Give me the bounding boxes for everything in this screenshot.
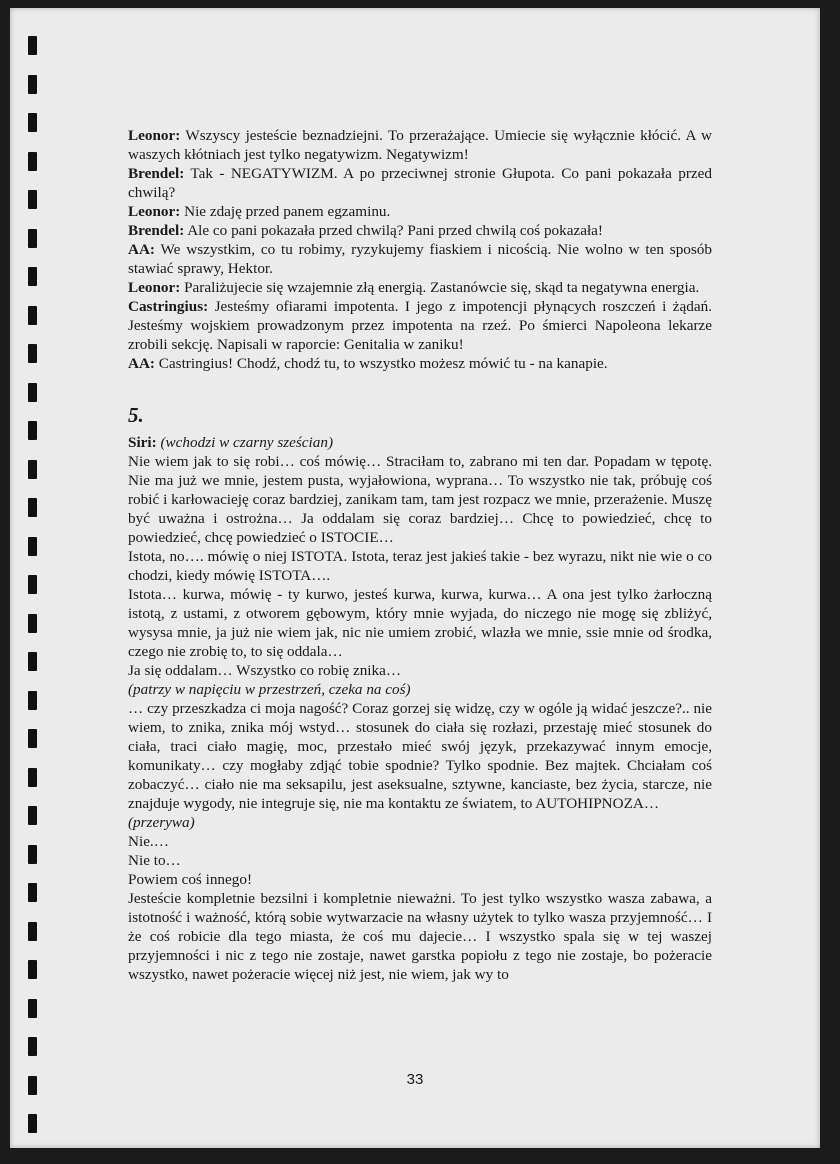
monologue-line: Nie to… bbox=[128, 852, 181, 869]
dialogue-line bbox=[128, 202, 712, 221]
siri-intro bbox=[128, 433, 712, 452]
binding-hole bbox=[28, 845, 37, 864]
speaker-name: AA: bbox=[128, 355, 155, 372]
dialogue-text: Castringius! Chodź, chodź tu, to wszystko możesz mówić tu - na kanapie. bbox=[155, 355, 608, 372]
binding-hole bbox=[28, 883, 37, 902]
binding-hole bbox=[28, 729, 37, 748]
dialogue-line bbox=[128, 221, 712, 240]
scene-number: 5. bbox=[128, 403, 144, 427]
speaker-name: AA: bbox=[128, 241, 155, 258]
binding-hole bbox=[28, 652, 37, 671]
binding-hole bbox=[28, 75, 37, 94]
binding-hole bbox=[28, 614, 37, 633]
stage-direction: (patrzy w napięciu w przestrzeń, czeka na coś) bbox=[128, 681, 411, 698]
binding-hole bbox=[28, 267, 37, 286]
speaker-name: Leonor: bbox=[128, 203, 181, 220]
binding-hole bbox=[28, 383, 37, 402]
monologue-line: Istota, no…. mówię o niej ISTOTA. Istota, teraz jest jakieś takie - bez wyrazu, nikt nie wie o co chodzi, kiedy mówię ISTOTA…. bbox=[128, 548, 712, 584]
dialogue-text: Ale co pani pokazała przed chwilą? Pani przed chwilą coś pokazała! bbox=[184, 222, 603, 239]
dialogue-line bbox=[128, 164, 712, 202]
speaker-name: Leonor: bbox=[128, 127, 181, 144]
binding-hole bbox=[28, 113, 37, 132]
dialogue-line bbox=[128, 354, 712, 373]
document-page bbox=[10, 8, 820, 1148]
binding-hole bbox=[28, 768, 37, 787]
page-number: 33 bbox=[406, 1071, 424, 1088]
binding-hole bbox=[28, 999, 37, 1018]
dialogue-line bbox=[128, 278, 712, 297]
monologue-line: Nie wiem jak to się robi… coś mówię… Straciłam to, zabrano mi ten dar. Popadam w tępotę. Nie ma już we mnie, jestem pusta, wyjałowiona, wyprana… To wszystko nie tak, próbuję coś robić i karłowacieję coraz bardziej, zanikam tam, tam jest rozpacz we mnie, przerażenie. Muszę być uważna i ostrożna… Ja oddalam się coraz bardziej… Chcę to powiedzieć, chcę to powiedzieć, chcę powiedzieć o ISTOCIE… bbox=[128, 453, 712, 546]
binding-hole bbox=[28, 537, 37, 556]
dialogue-text: Wszyscy jesteście beznadziejni. To przerażające. Umiecie się wyłącznie kłócić. A w waszych kłótniach jest tylko negatywizm. Negatywizm! bbox=[128, 127, 712, 163]
binding-hole bbox=[28, 421, 37, 440]
page-content bbox=[128, 126, 712, 984]
binding-hole bbox=[28, 575, 37, 594]
monologue-line: Istota… kurwa, mówię - ty kurwo, jesteś kurwa, kurwa, kurwa… A ona jest tylko żarłoczną istotą, z ustami, z otworem gębowym, który mnie wyjada, do niczego nie mogę się zbliżyć, wysysa mnie, ja już nie wiem jak, nic nie umiem zrobić, wlazła we mnie, ssie mnie od środka, czego nie zrobię to, to się oddala… bbox=[128, 586, 712, 660]
binding-hole bbox=[28, 806, 37, 825]
binding-hole bbox=[28, 229, 37, 248]
dialogue-block bbox=[128, 126, 712, 373]
dialogue-text: Paraliżujecie się wzajemnie złą energią. Zastanówcie się, skąd ta negatywna energia. bbox=[180, 279, 700, 296]
speaker-name: Siri: bbox=[128, 434, 157, 451]
stage-direction: (przerywa) bbox=[128, 814, 195, 831]
siri-monologue bbox=[128, 452, 712, 984]
spiral-binding bbox=[28, 8, 40, 1148]
binding-hole bbox=[28, 1114, 37, 1133]
dialogue-line bbox=[128, 126, 712, 164]
binding-hole bbox=[28, 344, 37, 363]
monologue-line: Powiem coś innego! bbox=[128, 871, 253, 888]
binding-hole bbox=[28, 36, 37, 55]
monologue-line: Jesteście kompletnie bezsilni i kompletnie nieważni. To jest tylko wszystko wasza zabawa, a istotność i ważność, którą sobie wytwarzacie na własny użytek to tylko wasza przyjemność… I że coś robicie dla tego miasta, że coś mu dajecie… I wszystko spala się w tej waszej przyjemności i nic z tego nie zostaje, nawet garstka popiołu z tego nie zostaje, bo pożeracie wszystko, nawet pożeracie więcej niż jest, nie wiem, jak wy to bbox=[128, 890, 712, 983]
binding-hole bbox=[28, 460, 37, 479]
binding-hole bbox=[28, 498, 37, 517]
dialogue-text: Nie zdaję przed panem egzaminu. bbox=[180, 203, 391, 220]
binding-hole bbox=[28, 190, 37, 209]
monologue-line: Ja się oddalam… Wszystko co robię znika… bbox=[128, 662, 402, 679]
stage-direction: (wchodzi w czarny sześcian) bbox=[156, 434, 334, 451]
binding-hole bbox=[28, 922, 37, 941]
dialogue-line bbox=[128, 240, 712, 278]
dialogue-text: Jesteśmy ofiarami impotenta. I jego z impotencji płynących roszczeń i żądań. Jesteśmy wojskiem prowadzonym przez impotenta na rzeź. Po śmierci Napoleona lekarze zrobili sekcję. Napisali w raporcie: Genitalia w zaniku! bbox=[128, 298, 712, 353]
speaker-name: Leonor: bbox=[128, 279, 181, 296]
binding-hole bbox=[28, 1037, 37, 1056]
dialogue-text: We wszystkim, co tu robimy, ryzykujemy fiaskiem i nicością. Nie wolno w ten sposób stawiać sprawy, Hektor. bbox=[128, 241, 712, 277]
binding-hole bbox=[28, 306, 37, 325]
dialogue-line bbox=[128, 297, 712, 354]
speaker-name: Castringius: bbox=[128, 298, 209, 315]
binding-hole bbox=[28, 152, 37, 171]
speaker-name: Brendel: bbox=[128, 165, 185, 182]
monologue-line: … czy przeszkadza ci moja nagość? Coraz gorzej się widzę, czy w ogóle ją widać jeszcze?.. nie wiem, to znika, znika mój wstyd… stosunek do ciała się rozłazi, przestaję mieć stosunek do ciała, traci ciało magię, moc, przestało mieć swój język, przekazywać innym emocje, komunikaty… czy mogłaby zdjąć tobie spodnie? Tylko spodnie. Bez majtek. Chciałam coś zobaczyć… ciało nie ma seksapilu, jest aseksualne, sztywne, kanciaste, bez życia, starcze, nie znajduje wygody, nie integruje się, nie ma kontaktu ze światem, to AUTOHIPNOZA… bbox=[128, 700, 712, 812]
binding-hole bbox=[28, 691, 37, 710]
speaker-name: Brendel: bbox=[128, 222, 185, 239]
monologue-line: Nie.… bbox=[128, 833, 169, 850]
dialogue-text: Tak - NEGATYWIZM. A po przeciwnej stronie Głupota. Co pani pokazała przed chwilą? bbox=[128, 165, 712, 201]
binding-hole bbox=[28, 960, 37, 979]
